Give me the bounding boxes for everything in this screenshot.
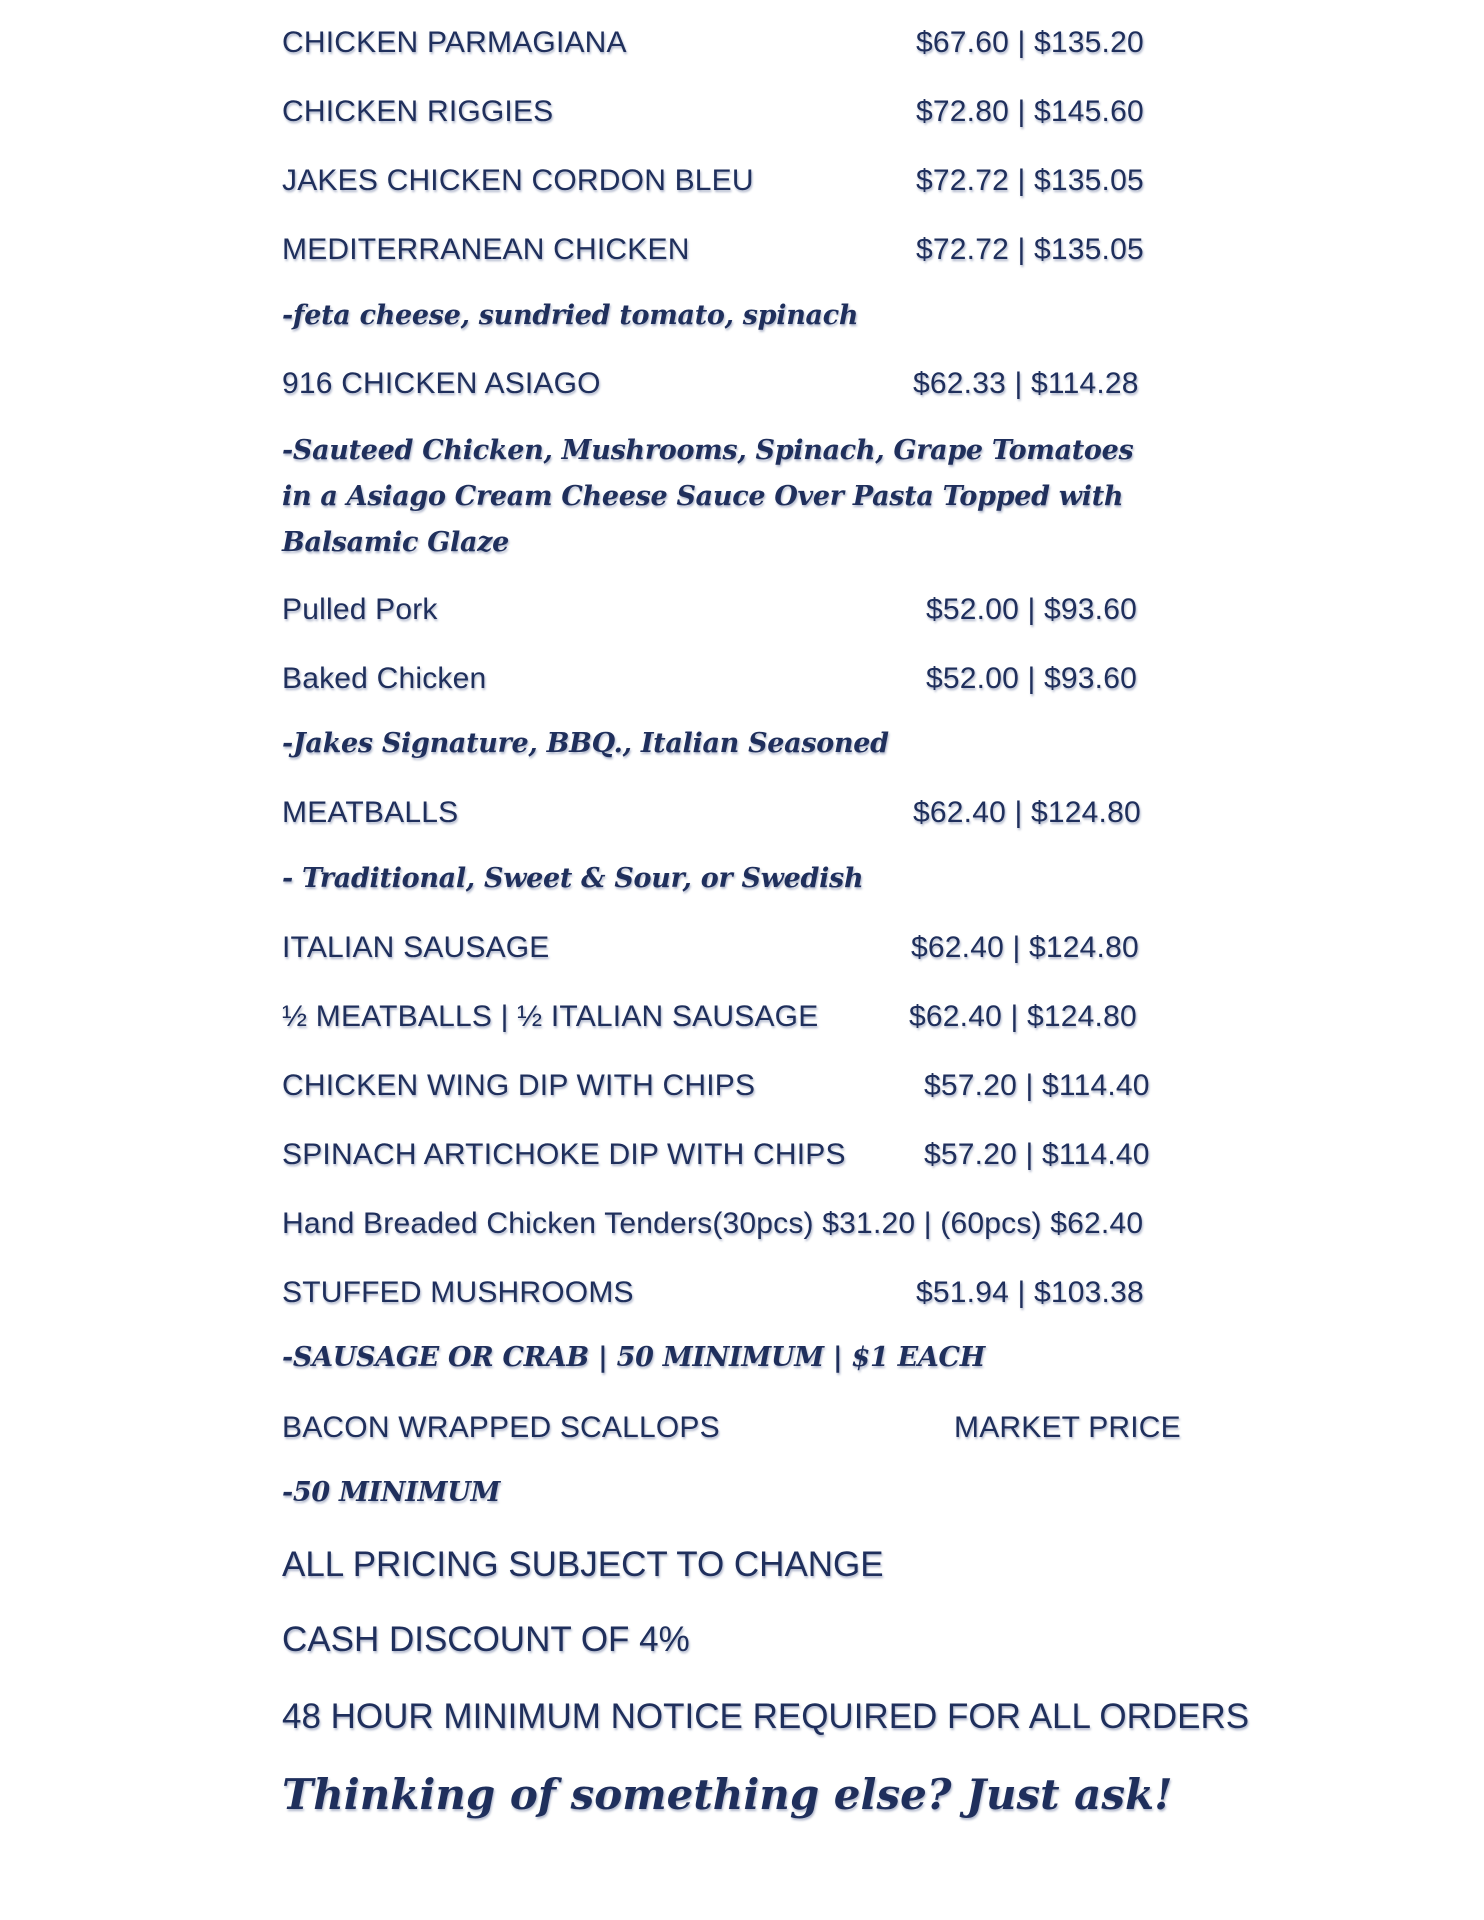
menu-item-name: STUFFED MUSHROOMS	[282, 1276, 634, 1309]
menu-item-price: $62.40 | $124.80	[911, 931, 1139, 964]
menu-item-price: $72.72 | $135.05	[916, 233, 1144, 266]
cash-discount-notice: CASH DISCOUNT OF 4%	[282, 1620, 690, 1659]
menu-item-price: $52.00 | $93.60	[926, 593, 1137, 626]
menu-item-name: 916 CHICKEN ASIAGO	[282, 367, 601, 400]
menu-item-price: $57.20 | $114.40	[924, 1069, 1150, 1102]
menu-item-name: Hand Breaded Chicken Tenders(30pcs) $31.20 | (60pcs) $62.40	[282, 1207, 1144, 1240]
menu-item-price: $52.00 | $93.60	[926, 662, 1137, 695]
menu-item-price: $62.40 | $124.80	[909, 1000, 1137, 1033]
menu-item-price: $67.60 | $135.20	[916, 26, 1144, 59]
menu-item-name: ½ MEATBALLS | ½ ITALIAN SAUSAGE	[282, 1000, 819, 1033]
menu-item-note: -Jakes Signature, BBQ., Italian Seasoned	[282, 728, 889, 759]
menu-item-price: $72.72 | $135.05	[916, 164, 1144, 197]
menu-item-name: CHICKEN PARMAGIANA	[282, 26, 627, 59]
menu-item-note: -feta cheese, sundried tomato, spinach	[282, 300, 859, 331]
menu-item-price: $62.40 | $124.80	[913, 796, 1141, 829]
menu-item-name: CHICKEN RIGGIES	[282, 95, 554, 128]
menu-item-price: MARKET PRICE	[954, 1411, 1181, 1444]
closing-message: Thinking of something else? Just ask!	[282, 1770, 1173, 1819]
menu-item-name: ITALIAN SAUSAGE	[282, 931, 550, 964]
menu-item-name: JAKES CHICKEN CORDON BLEU	[282, 164, 754, 197]
menu-item-price: $62.33 | $114.28	[913, 367, 1139, 400]
menu-item-price: $72.80 | $145.60	[916, 95, 1144, 128]
menu-item-price: $51.94 | $103.38	[916, 1276, 1144, 1309]
menu-item-price: $57.20 | $114.40	[924, 1138, 1150, 1171]
menu-item-name: SPINACH ARTICHOKE DIP WITH CHIPS	[282, 1138, 846, 1171]
menu-item-note: -SAUSAGE OR CRAB | 50 MINIMUM | $1 EACH	[282, 1342, 985, 1373]
menu-item-name: CHICKEN WING DIP WITH CHIPS	[282, 1069, 756, 1102]
menu-item-name: MEDITERRANEAN CHICKEN	[282, 233, 690, 266]
menu-item-name: MEATBALLS	[282, 796, 459, 829]
order-notice: 48 HOUR MINIMUM NOTICE REQUIRED FOR ALL ORDERS	[282, 1697, 1250, 1736]
menu-item-name: Baked Chicken	[282, 662, 487, 695]
pricing-notice: ALL PRICING SUBJECT TO CHANGE	[282, 1545, 884, 1584]
menu-item-note: - Traditional, Sweet & Sour, or Swedish	[282, 863, 864, 894]
menu-item-name: BACON WRAPPED SCALLOPS	[282, 1411, 720, 1444]
menu-item-note: -50 MINIMUM	[282, 1477, 501, 1508]
menu-item-name: Pulled Pork	[282, 593, 438, 626]
menu-item-note: -Sauteed Chicken, Mushrooms, Spinach, Grape Tomatoes in a Asiago Cream Cheese Sauce Over Pasta Topped with Balsamic Glaze	[282, 435, 1134, 558]
